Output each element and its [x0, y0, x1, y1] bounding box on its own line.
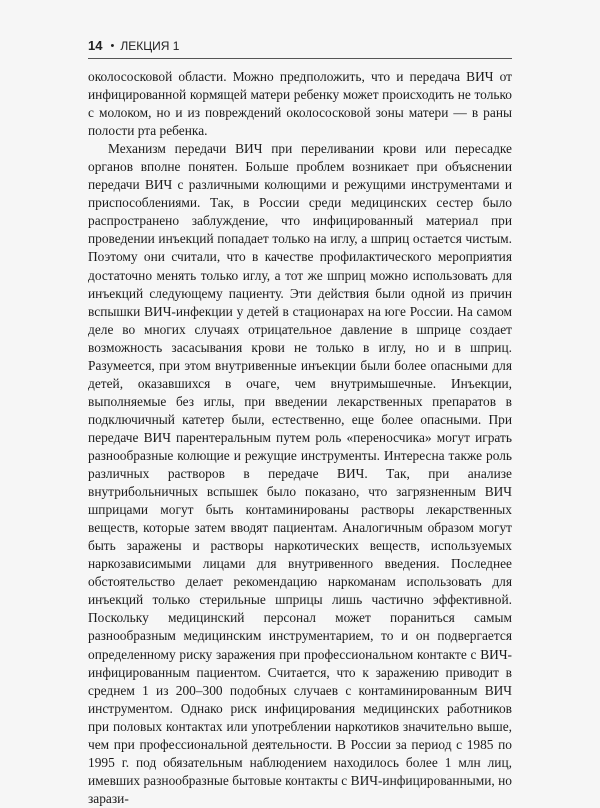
- section-title: ЛЕКЦИЯ 1: [120, 38, 180, 53]
- body-paragraph-continued: околососковой области. Можно предположить, что и передача ВИЧ от инфицированной кормящей матери ребенку может происходить не только с молоком, но и из повреждений околососковой зоны матери — в раны полости рта ребенка.: [88, 69, 512, 139]
- header-bullet: •: [110, 39, 115, 52]
- running-head: [88, 38, 179, 53]
- page-number: 14: [88, 38, 103, 53]
- header-rule: [88, 58, 512, 59]
- page-body: [88, 68, 512, 808]
- body-paragraph: Механизм передачи ВИЧ при переливании крови или пересадке органов вполне понятен. Больше проблем возникает при объяснении передачи ВИЧ с различными колющими и режущими инструментами и приспособлениями. Так, в России среди медицинских сестер было распространено заблуждение, что инфицированный материал при проведении инъекций попадает только на иглу, а шприц остается чистым. Поэтому они считали, что в качестве профилактического мероприятия достаточно менять только иглу, а тот же шприц можно использовать для инъекций следующему пациенту. Эти действия были одной из причин вспышки ВИЧ-инфекции у детей в стационарах на юге России. На самом деле во многих случаях отрицательное давление в шприце создает возможность засасывания крови не только в иглу, но и в шприц. Разумеется, при этом внутривенные инъекции были более опасными для детей, оказавшихся в очаге, чем внутримышечные. Инъекции, выполняемые без иглы, при введении лекарственных препаратов в подключичный катетер были, естественно, еще более опасными. При передаче ВИЧ парентеральным путем роль «переносчика» могут играть разнообразные колющие и режущие инструменты. Интересна также роль различных растворов в передаче ВИЧ. Так, при анализе внутрибольничных вспышек было показано, что загрязненным ВИЧ шприцами могут быть контаминированы растворы лекарственных веществ, которые затем вводят пациентам. Аналогичным образом могут быть заражены и растворы наркотических веществ, используемых наркозависимыми лицами для внутривенного введения. Последнее обстоятельство делает рекомендацию наркоманам использовать для инъекций только стерильные шприцы лишь частично эффективной. Поскольку медицинский персонал может пораниться самым разнообразным медицинским инструментарием, то и он подвергается определенному риску заражения при профессиональном контакте с ВИЧ-инфицированным пациентом. Считается, что к заражению приводит в среднем 1 из 200–300 подобных случаев с контаминированным ВИЧ инструментом. Однако риск инфицирования медицинских работников при половых контактах или употреблении наркотиков значительно выше, чем при профессиональной деятельности. В России за период с 1985 по 1995 г. под обязательным наблюдением находилось более 1 млн лиц, имевших разнообразные бытовые контакты с ВИЧ-инфицированными, но зарази-: [88, 141, 512, 806]
